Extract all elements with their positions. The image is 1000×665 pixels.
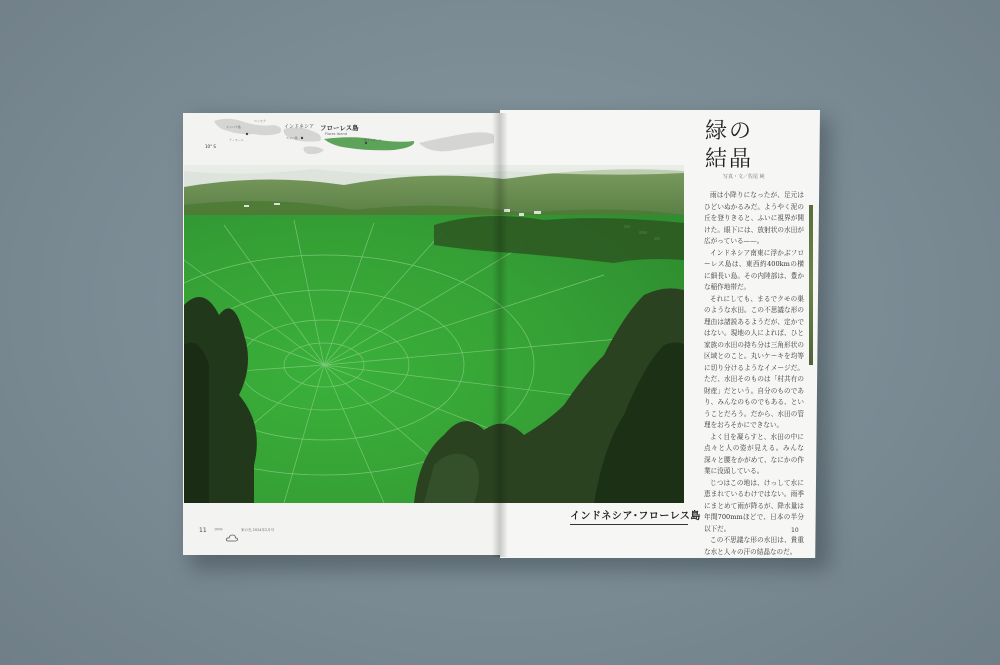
map-label-indonesia: インドネシア xyxy=(284,124,314,130)
caption-underline xyxy=(570,524,688,525)
map-label-small2: ロンボク xyxy=(254,119,267,123)
magazine-spine xyxy=(492,113,508,557)
article-title-line1: 緑の xyxy=(705,119,754,144)
page-number-right: 10 xyxy=(791,527,799,534)
article-paragraph: 雨は小降りになったが、足元はひどいぬかるみだ。ようやく泥の丘を登りきると、ふいに視界が開けた。眼下には、放射状の水田が広がっている——。 xyxy=(704,191,804,245)
map-label-small5: ティモール xyxy=(229,138,244,142)
spider-web-rice-field-image xyxy=(184,165,684,503)
map-label-latitude: 10° S xyxy=(205,144,216,149)
article-body xyxy=(704,190,804,558)
map-label-small3: スンバ島 xyxy=(286,136,298,140)
map-label-small1: スンバワ島 xyxy=(226,125,241,129)
magazine-issue: 家の光 2024年2月号 xyxy=(241,528,275,532)
chevrons-icon: »»» xyxy=(214,526,223,533)
article-paragraph: よく目を凝らすと、水田の中に点々と人の姿が見える。みんな深々と腰をかがめて、なにかの作業に没頭している。 xyxy=(704,432,804,475)
page-number-left: 11 xyxy=(199,527,207,534)
map-label-flores: フローレス島 xyxy=(320,124,359,132)
map-label-flores-en: Flores Island xyxy=(325,132,347,136)
article-paragraph: この不思議な形の水田は、貴重な水と人々の汗の結晶なのだ。 xyxy=(704,536,804,556)
article-paragraph: じつはこの地は、けっして水に恵まれているわけではない。雨季にまとめて雨が降るが、降水量は年間700mmほどで、日本の半分以下だ。 xyxy=(704,478,804,533)
article-title xyxy=(705,118,753,174)
article-credit: 写真・文／佐尾 純 xyxy=(723,174,765,180)
rice-field-photo xyxy=(184,165,684,503)
next-page-edge xyxy=(809,205,813,365)
map-label-small4: 東ティモール xyxy=(364,138,382,142)
map-inset xyxy=(184,113,494,165)
article-paragraph: インドネシア南東に浮かぶフローレス島は、東西約400kmの横に細長い島。その内陸部は、豊かな稲作地帯だ。 xyxy=(704,248,804,291)
article-paragraph: それにしても、まるでクモの巣のような水田。この不思議な形の理由は諸説あるようだが、定かではない。現地の人によれば、ひと家族の水田の持ち分は三角形状の区域とのこと。丸いケーキを均等に切り分けるようなイメージだ。ただ、水田そのものは「村共有の財産」だという。自分のものであり、みんなのものでもある、ということだろう。だから、水田の管理をおろそかにできない。 xyxy=(704,294,804,429)
cloud-icon xyxy=(226,527,238,546)
photo-caption: インドネシア･フローレス島 xyxy=(570,511,701,522)
article-title-line2: 結晶 xyxy=(705,147,754,172)
